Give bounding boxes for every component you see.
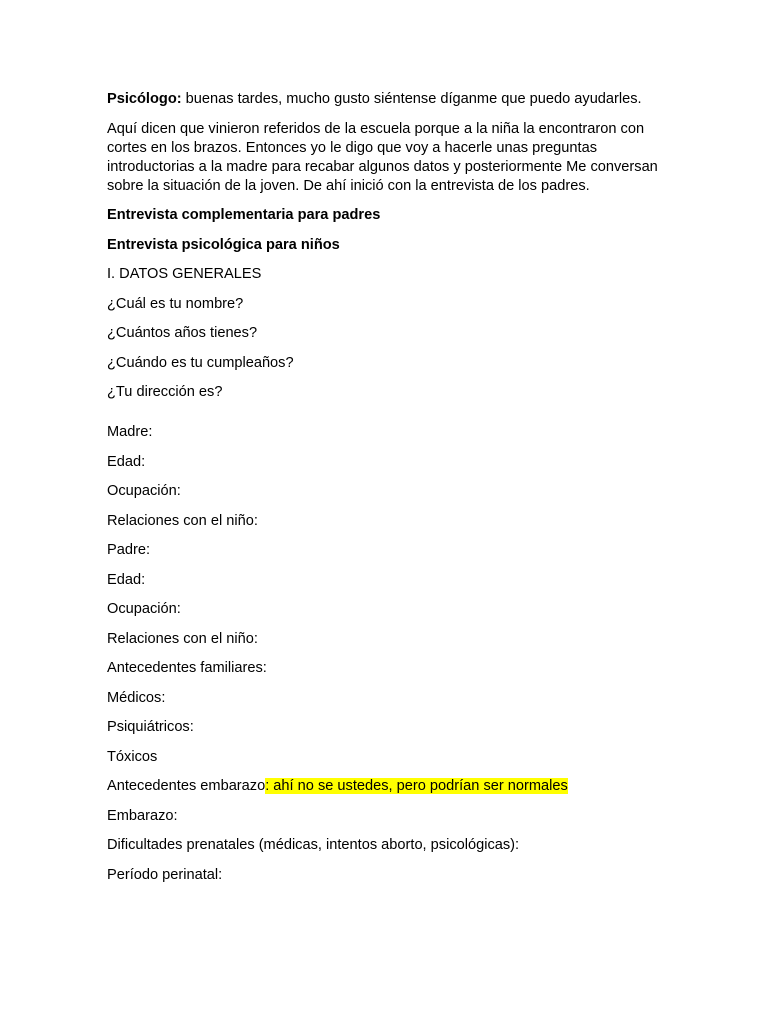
question-name: ¿Cuál es tu nombre? (107, 295, 244, 312)
intro-text: buenas tardes, mucho gusto siéntense díganme que puedo ayudarles. (181, 91, 642, 107)
field-prenatal-difficulties: Dificultades prenatales (médicas, intentos aborto, psicológicas): (107, 837, 520, 853)
question-address: ¿Tu dirección es? (107, 384, 223, 400)
narrative-paragraph: Aquí dicen que vinieron referidos de la escuela porque a la niña la encontraron con cortes en los brazos. Entonces yo le digo que voy a hacerle unas preguntas introductorias a la madre para recabar algunos datos y posteriormente Me conversan sobre la situación de la joven. De ahí inició con la entrevista de los padres. (107, 120, 658, 194)
field-mother: Madre: (107, 424, 153, 440)
question-age: ¿Cuántos años tienes? (107, 325, 258, 341)
document-body (107, 90, 667, 895)
pregnancy-history-line (107, 777, 667, 796)
field-family-history: Antecedentes familiares: (107, 660, 267, 676)
heading-children-interview: Entrevista psicológica para niños (107, 236, 340, 253)
highlighted-comment: : ahí no se ustedes, pero podrían ser normales (265, 778, 568, 794)
intro-line (107, 90, 667, 109)
pregnancy-history-label: Antecedentes embarazo (107, 778, 266, 794)
field-mother-relationship: Relaciones con el niño: (107, 512, 258, 529)
field-father: Padre: (107, 542, 150, 558)
question-birthday: ¿Cuándo es tu cumpleaños? (107, 354, 294, 371)
field-toxic: Tóxicos (107, 748, 158, 765)
field-perinatal-period: Período perinatal: (107, 866, 223, 883)
field-father-relationship: Relaciones con el niño: (107, 630, 258, 647)
field-psychiatric: Psiquiátricos: (107, 719, 194, 735)
field-mother-occupation: Ocupación: (107, 483, 181, 499)
field-medical: Médicos: (107, 689, 166, 706)
section-title: I. DATOS GENERALES (107, 266, 262, 282)
field-pregnancy: Embarazo: (107, 807, 178, 824)
heading-parents-interview: Entrevista complementaria para padres (107, 207, 381, 223)
field-father-occupation: Ocupación: (107, 601, 181, 617)
field-mother-age: Edad: (107, 453, 146, 470)
speaker-label: Psicólogo: (107, 91, 182, 107)
field-father-age: Edad: (107, 571, 146, 588)
